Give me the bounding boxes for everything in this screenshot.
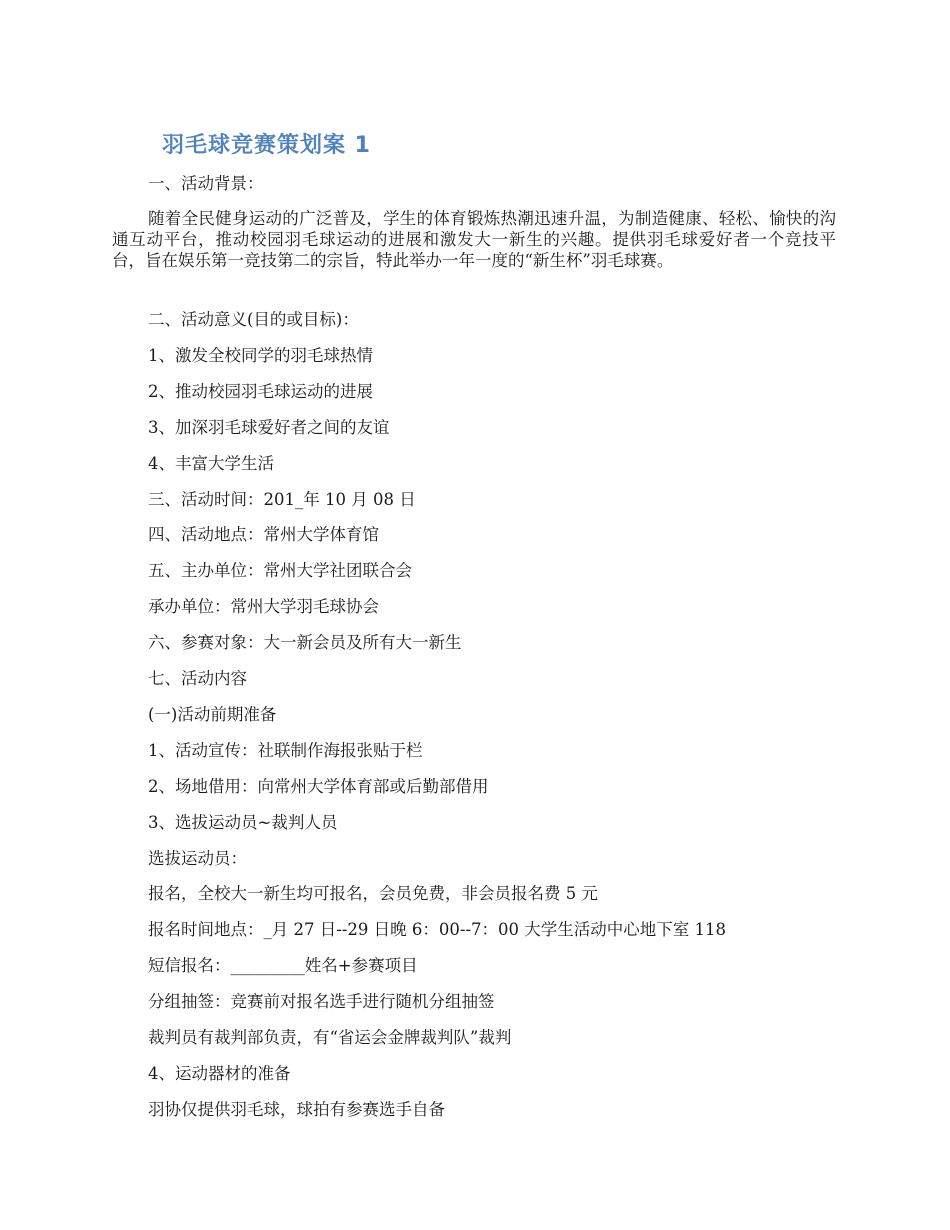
body-line: 四、活动地点：常州大学体育馆 <box>148 525 379 544</box>
section-heading-background: 一、活动背景： <box>148 174 264 193</box>
body-line: 1、活动宣传：社联制作海报张贴于栏 <box>148 741 423 760</box>
document-title: 羽毛球竞赛策划案 1 <box>162 133 371 158</box>
body-line: 2、场地借用：向常州大学体育部或后勤部借用 <box>148 777 489 796</box>
body-line: 选拔运动员： <box>148 849 247 868</box>
body-line: 短信报名：_________姓名+参赛项目 <box>148 956 418 975</box>
body-line: 承办单位：常州大学羽毛球协会 <box>148 597 379 616</box>
body-line: 三、活动时间：201_年 10 月 08 日 <box>148 490 416 509</box>
body-line: 2、推动校园羽毛球运动的进展 <box>148 382 373 401</box>
body-line: 六、参赛对象：大一新会员及所有大一新生 <box>148 633 462 652</box>
body-line: 五、主办单位：常州大学社团联合会 <box>148 561 412 580</box>
body-line: (一)活动前期准备 <box>148 705 277 724</box>
body-line: 4、运动器材的准备 <box>148 1064 291 1083</box>
body-line: 报名时间地点：_月 27 日--29 日晚 6：00--7：00 大学生活动中心地下室 118 <box>148 920 726 939</box>
body-line: 裁判员有裁判部负责，有“省运会金牌裁判队”裁判 <box>148 1028 512 1047</box>
body-line: 4、丰富大学生活 <box>148 454 274 473</box>
body-line: 羽协仅提供羽毛球，球拍有参赛选手自备 <box>148 1100 445 1119</box>
body-line: 报名，全校大一新生均可报名，会员免费，非会员报名费 5 元 <box>148 884 598 903</box>
body-line: 3、选拔运动员~裁判人员 <box>148 813 338 832</box>
background-paragraph: 随着全民健身运动的广泛普及，学生的体育锻炼热潮迅速升温，为制造健康、轻松、愉快的沟通互动平台，推动校园羽毛球运动的进展和激发大一新生的兴趣。提供羽毛球爱好者一个竞技平台，旨在娱乐第一竞技第二的宗旨，特此举办一年一度的“新生杯”羽毛球赛。 <box>112 209 836 270</box>
body-line: 二、活动意义(目的或目标)： <box>148 310 359 329</box>
body-line: 分组抽签：竞赛前对报名选手进行随机分组抽签 <box>148 992 495 1011</box>
body-line: 1、激发全校同学的羽毛球热情 <box>148 346 373 365</box>
body-line: 3、加深羽毛球爱好者之间的友谊 <box>148 418 390 437</box>
body-line: 七、活动内容 <box>148 669 247 688</box>
